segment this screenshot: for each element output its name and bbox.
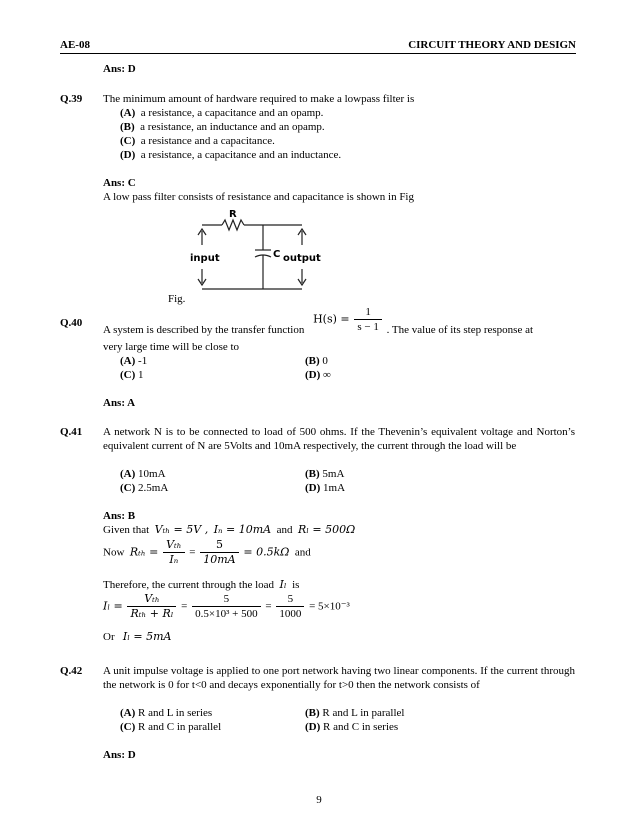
q40-answer: Ans: A [103, 397, 136, 409]
page-number: 9 [316, 794, 322, 806]
question-text-40-line2: very large time will be close to [103, 341, 240, 353]
q41-option-d: (D) 1mA [305, 482, 346, 494]
q39-option-a: (A) a resistance, a capacitance and an opamp. [120, 107, 324, 119]
q40-option-d: (D) ∞ [305, 369, 331, 381]
question-text-39: The minimum amount of hardware required to make a lowpass filter is [103, 93, 415, 105]
q39-option-b: (B) a resistance, an inductance and an opamp. [120, 121, 325, 133]
question-text-41: A network N is to be connected to load of 500 ohms. If the Thevenin’s equivalent voltage and Norton’s equivalent current of N are 5Volts and 10mA respectively, the current through the load will be [103, 426, 575, 453]
q40-option-c: (C) 1 [120, 369, 144, 381]
q42-option-c: (C) R and C in parallel [120, 721, 222, 733]
q39-answer: Ans: C [103, 177, 136, 189]
course-code: AE-08 [60, 39, 90, 51]
q41-option-b: (B) 5mA [305, 468, 345, 480]
course-subject: CIRCUIT THEORY AND DESIGN [408, 39, 576, 51]
resistor-label: R [229, 209, 237, 220]
q41-option-c: (C) 2.5mA [120, 482, 169, 494]
q42-answer: Ans: D [103, 749, 136, 761]
question-text-40: A system is described by the transfer function H(s) = $\frac{1}{s - 1}$ . The value of its step response at [103, 306, 534, 337]
input-label: input [190, 253, 220, 264]
q39-explanation: A low pass filter consists of resistance and capacitance is shown in Fig [103, 191, 414, 203]
question-text-42: A unit impulse voltage is applied to one port network having two linear components. If the current through the network is 0 for t<0 and decays exponentially for t>0 then the network consists of [103, 665, 575, 692]
q41-answer: Ans: B [103, 510, 136, 522]
question-number-39: Q.39 [60, 93, 83, 105]
figure-caption: Fig. [168, 293, 186, 305]
transfer-function-fraction: $\frac{1}{s - 1}$ [354, 305, 381, 334]
q41-result-line: Or Iₗ = 5mA [103, 630, 172, 643]
q42-option-a: (A) R and L in series [120, 707, 213, 719]
question-number-40: Q.40 [60, 317, 83, 329]
q39-option-d: (D) a resistance, a capacitance and an inductance. [120, 149, 342, 161]
q42-option-b: (B) R and L in parallel [305, 707, 405, 719]
question-number-41: Q.41 [60, 426, 83, 438]
q39-option-c: (C) a resistance and a capacitance. [120, 135, 275, 147]
q41-option-a: (A) 10mA [120, 468, 166, 480]
page-header [60, 38, 576, 54]
q40-option-b: (B) 0 [305, 355, 328, 367]
q40-option-a: (A) -1 [120, 355, 148, 367]
lowpass-filter-figure [182, 205, 342, 297]
q41-given-line: Given that Vₜₕ = 5V , Iₙ = 10mA and Rₗ = 500Ω [103, 523, 356, 536]
q42-option-d: (D) R and C in series [305, 721, 399, 733]
transfer-function-lhs: H(s) = [313, 312, 350, 326]
question-number-42: Q.42 [60, 665, 83, 677]
output-label: output [283, 253, 321, 264]
previous-answer: Ans: D [103, 63, 136, 75]
capacitor-label: C [273, 249, 281, 260]
q41-thevenin-resistance-line: Now Rₜₕ = $\frac{\text{Vₜₕ}}{\text{Iₙ}}$ = $\frac{5}{10mA}$ = 0.5kΩ and [103, 538, 311, 567]
q41-load-current-line: Iₗ = $\frac{\text{Vₜₕ}}{\text{Rₜₕ + Rₗ}}$ = $\frac{5}{\text{0.5×10³ + 500}}$ = $\frac{5}{1000}$ = 5×10⁻³ [103, 592, 350, 621]
q41-therefore-line: Therefore, the current through the load Iₗ is [103, 578, 300, 591]
